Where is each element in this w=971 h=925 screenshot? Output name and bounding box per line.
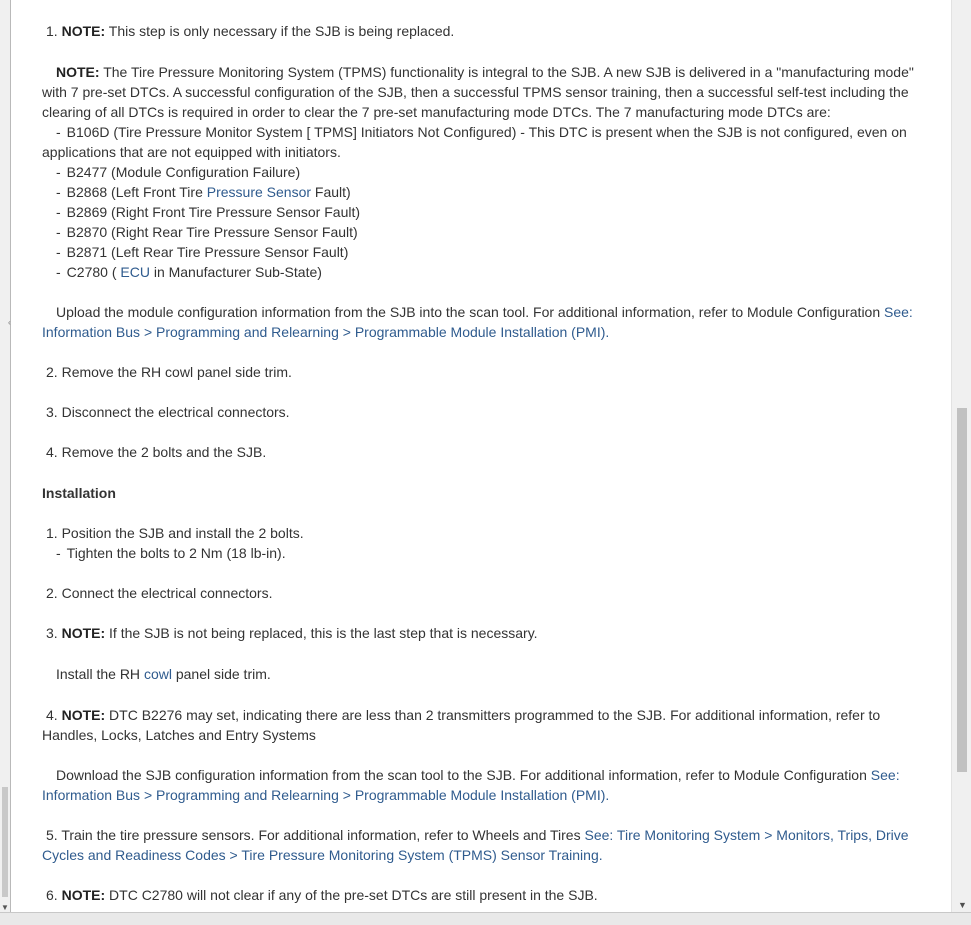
pressure-sensor-link[interactable]: Pressure Sensor (206, 184, 312, 200)
dtc-list-item (56, 262, 951, 282)
step-text: This step is only necessary if the SJB is being replaced. (105, 23, 455, 39)
download-instruction (42, 765, 937, 805)
removal-step-4 (42, 442, 937, 462)
note-label: NOTE: (56, 64, 100, 80)
step-number: 3. (46, 404, 58, 420)
installation-step-2 (42, 583, 937, 603)
instruction-text: Install the RH (56, 666, 144, 682)
left-scroll-thumb[interactable] (2, 787, 8, 897)
step-text: DTC C2780 will not clear if any of the pre-set DTCs are still present in the SJB. (105, 887, 598, 903)
step-text: Disconnect the electrical connectors. (57, 404, 290, 420)
note-label: NOTE: (61, 23, 106, 39)
instruction-text: Download the SJB configuration information from the scan tool to the SJB. For additional information, refer to Module Configuration (56, 767, 871, 783)
step-number: 3. (46, 625, 58, 641)
document-content (11, 0, 951, 912)
dtc-text: B2869 (Right Front Tire Pressure Sensor Fault) (66, 204, 361, 220)
left-scroll-down-icon[interactable]: ▼ (1, 903, 9, 912)
ecu-link[interactable]: ECU (120, 264, 150, 280)
list-dash: - (56, 224, 61, 240)
installation-step-6 (42, 885, 937, 905)
dtc-text: B2870 (Right Rear Tire Pressure Sensor Fault) (66, 224, 358, 240)
note-label: NOTE: (61, 707, 106, 723)
list-dash: - (56, 204, 61, 220)
step-text: Position the SJB and install the 2 bolts. (57, 525, 304, 541)
dtc-list-item (56, 182, 951, 202)
step-text: If the SJB is not being replaced, this is the last step that is necessary. (105, 625, 538, 641)
dtc-text: B2868 (Left Front Tire (66, 184, 207, 200)
list-dash: - (56, 264, 61, 280)
installation-step-3 (42, 623, 937, 643)
dtc-text: C2780 ( (66, 264, 121, 280)
cowl-link[interactable]: cowl (143, 666, 172, 682)
scroll-thumb[interactable] (957, 408, 967, 772)
step-number: 1. (46, 525, 58, 541)
removal-step-2 (42, 362, 937, 382)
tpms-note (42, 62, 937, 122)
note-label: NOTE: (61, 887, 106, 903)
installation-substep (56, 543, 951, 563)
instruction-text: Upload the module configuration information from the SJB into the scan tool. For additional information, refer to Module Configuration (56, 304, 885, 320)
dtc-text: B106D (Tire Pressure Monitor System [ TPMS] Initiators Not Configured) - This DTC is present when the SJB is not configured, even on applications that are not equipped with initiators. (42, 124, 907, 160)
list-dash: - (56, 244, 61, 260)
dtc-text: Fault) (311, 184, 351, 200)
step-text: Connect the electrical connectors. (57, 585, 273, 601)
installation-step-5 (42, 825, 937, 865)
step-number: 4. (46, 444, 58, 460)
step-number: 4. (46, 707, 58, 723)
bottom-scroll-area (0, 912, 971, 925)
instruction-text: panel side trim. (171, 666, 271, 682)
step-number: 2. (46, 364, 58, 380)
dtc-text: B2871 (Left Rear Tire Pressure Sensor Fault) (66, 244, 349, 260)
pmi-link[interactable]: See: Information Bus > Programming and Relearning > Programmable Module Installation (PMI). (42, 304, 913, 340)
scroll-down-arrow-icon[interactable]: ▼ (958, 900, 967, 910)
note-text: The Tire Pressure Monitoring System (TPMS) functionality is integral to the SJB. A new SJB is delivered in a "manufacturing mode" with 7 pre-set DTCs. A successful configuration of the SJB, then a successful TPMS sensor training, then a successful self-test including the clearing of all DTCs is required in order to clear the 7 pre-set manufacturing mode DTCs. The 7 manufacturing mode DTCs are: (42, 64, 914, 120)
list-dash: - (56, 545, 61, 561)
dtc-text: B2477 (Module Configuration Failure) (66, 164, 301, 180)
vertical-scrollbar[interactable] (951, 0, 971, 912)
dtc-text: in Manufacturer Sub-State) (149, 264, 322, 280)
left-frame-splitter-icon: ‹ (8, 318, 11, 327)
dtc-list-item (56, 242, 951, 262)
list-dash: - (56, 164, 61, 180)
step-number: 6. (46, 887, 58, 903)
tpms-sensor-training-link[interactable]: See: Tire Monitoring System > Monitors, Trips, Drive Cycles and Readiness Codes > Tire Pressure Monitoring System (TPMS) Sensor Training. (42, 827, 909, 863)
installation-step-1 (42, 523, 937, 543)
upload-instruction (42, 302, 937, 342)
dtc-list-item (42, 122, 937, 162)
removal-step-1 (42, 21, 937, 41)
step-text: Train the tire pressure sensors. For additional information, refer to Wheels and Tires (57, 827, 585, 843)
removal-step-3 (42, 402, 937, 422)
step-number: 1. (46, 23, 58, 39)
step-number: 5. (46, 827, 58, 843)
substep-text: Tighten the bolts to 2 Nm (18 lb-in). (66, 545, 286, 561)
step-text: Remove the 2 bolts and the SJB. (57, 444, 267, 460)
list-dash: - (56, 184, 61, 200)
install-trim-instruction (42, 664, 937, 684)
left-frame-scrollbar[interactable] (0, 0, 11, 924)
pmi-link[interactable]: See: Information Bus > Programming and Relearning > Programmable Module Installation (PMI). (42, 767, 900, 803)
list-dash: - (56, 124, 61, 140)
step-number: 2. (46, 585, 58, 601)
note-label: NOTE: (61, 625, 106, 641)
dtc-list-item (56, 162, 951, 182)
installation-heading: Installation (42, 485, 116, 501)
installation-step-4 (42, 705, 937, 745)
dtc-list-item (56, 202, 951, 222)
step-text: Remove the RH cowl panel side trim. (57, 364, 292, 380)
step-text: DTC B2276 may set, indicating there are less than 2 transmitters programmed to the SJB. For additional information, refer to Handles, Locks, Latches and Entry Systems (42, 707, 881, 743)
dtc-list-item (56, 222, 951, 242)
